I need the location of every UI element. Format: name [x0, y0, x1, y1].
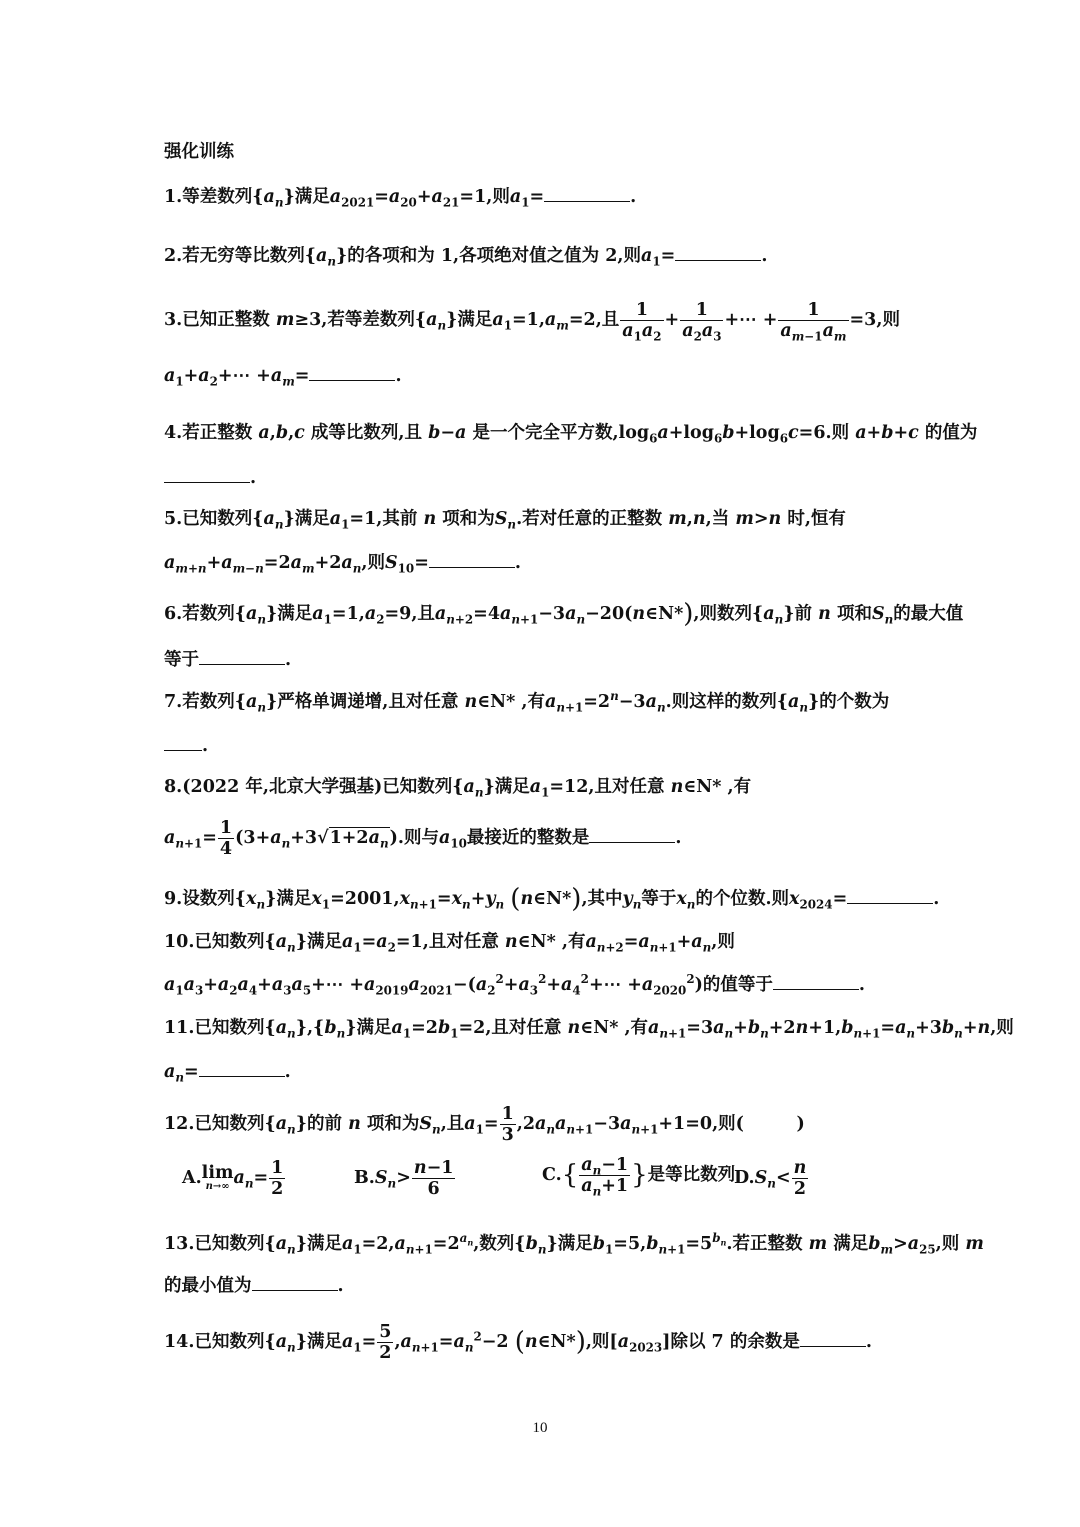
- problem-11: 11.已知数列$\{a_n\},\{b_n\}$满足$a_1=2b_1=2$,且对任意 n∈N* ,有$a_{n+1}=3a_n+b_n+2n+1,b_{n+1}=a_n+3b_n+n$,则: [164, 1018, 1014, 1041]
- section-heading: 强化训练: [164, 142, 234, 162]
- problem-4-cont: .: [164, 470, 256, 488]
- problem-8-cont: $a_{n+1}=$ $\frac{1}{4}$ $(3+a_n+3√1+2a_n)$.则与$a_{10}$最接近的整数是 .: [164, 818, 682, 860]
- problem-3: 3.已知正整数 m≥3,若等差数列$\{a_n\}$满足$a_1=1,a_m=2$,且 $\frac{1}{a_1a_2}$ + $\frac{1}{a_2a_3}$ +⋯ + $\frac{1}{a_{m-1}a_m}$ =3,则: [164, 300, 900, 344]
- problem-2: 2.若无穷等比数列$\{a_n\}$的各项和为 1,各项绝对值之值为 2,则$a_1=$ .: [164, 246, 768, 269]
- problem-13: 13.已知数列$\{a_n\}$满足$a_1=2,a_{n+1}=2^{a_n}$,数列$\{b_n\}$满足$b_1=5,b_{n+1}=5^{b_n}$.若正整数 m 满足$b_m>a_{25}$,则 m: [164, 1231, 984, 1257]
- option-b: $B.S_n>$ $\frac{n-1}{6}$: [354, 1158, 454, 1200]
- problem-7: 7.若数列$\{a_n\}$严格单调递增,且对任意 n∈N* ,有$a_{n+1}=2^n-3a_n$.则这样的数列$\{a_n\}$的个数为: [164, 689, 890, 715]
- problem-13-cont: 的最小值为 .: [164, 1276, 344, 1296]
- problem-6: 6.若数列$\{a_n\}$满足$a_1=1,a_2=9$,且$a_{n+2}=4a_{n+1}-3a_n-20(n\in N*)$,则数列$\{a_n\}$前 n 项和$S_n$的最大值: [164, 599, 964, 629]
- problem-10-cont: $a_1a_3+a_2a_4+a_3a_5+\cdots$ $+a_{2019}a_{2021}-(a_2^2+a_3^2+a_4^2+\cdots +a_{2020}^2)$的值等于 .: [164, 972, 865, 998]
- problem-6-cont: 等于 .: [164, 650, 292, 670]
- problem-8: 8.(2022 年,北京大学强基)已知数列$\{a_n\}$满足$a_1=12$,且对任意 n∈N* ,有: [164, 777, 752, 800]
- problem-1: 1.等差数列$\{a_n\}$满足$a_{2021}=a_{20}+a_{21}=1$,则$a_1=$ .: [164, 187, 637, 210]
- option-d: $D.S_n<$ $\frac{n}{2}$: [734, 1158, 807, 1200]
- problem-3-cont: $a_1+a_2+\cdots +a_m=$ .: [164, 366, 402, 389]
- problem-4: 4.若正整数 a,b,c 成等比数列,且 b−a 是一个完全平方数$,\log_6a+\log_6b+\log_6c=6$.则 a+b+c 的值为: [164, 423, 978, 446]
- option-a: A.lim n→∞ $a_n=$ $\frac{1}{2}$: [182, 1158, 284, 1200]
- problem-5: 5.已知数列$\{a_n\}$满足$a_1=1$,其前 n 项和为$S_n$.若对任意的正整数 m,n,当 m>n 时,恒有: [164, 509, 846, 532]
- problem-5-cont: $a_{m+n}+a_{m-n}=2a_m+2a_n$,则$S_{10}=$ .: [164, 553, 521, 576]
- problem-11-cont: $a_n=$ .: [164, 1062, 291, 1085]
- problem-12: 12.已知数列$\{a_n\}$的前 n 项和为$S_n$,且$a_1=$ $\frac{1}{3}$ $,2a_na_{n+1}-3a_{n+1}+1=0$,则( ): [164, 1104, 805, 1146]
- option-c: C.{ $\frac{a_n-1}{a_n+1}$ }是等比数列: [542, 1155, 736, 1199]
- problem-7-cont: .: [164, 738, 208, 756]
- problem-10: 10.已知数列$\{a_n\}$满足$a_1=a_2=1$,且对任意 n∈N* ,有$a_{n+2}=a_{n+1}+a_n$,则: [164, 932, 735, 955]
- problem-14: 14.已知数列$\{a_n\}$满足$a_1=$ $\frac{5}{2}$ $,a_{n+1}=a_n^2-2$ (n∈N*),则$[a_{2023}]$除以 7 的余数是 .: [164, 1322, 872, 1364]
- page-number: 10: [532, 1420, 548, 1436]
- problem-9: 9.设数列$\{x_n\}$满足$x_1=2001,x_{n+1}=x_n+y_n$ (n∈N*),其中$y_n$等于$x_n$的个位数.则$x_{2024}=$ .: [164, 884, 940, 914]
